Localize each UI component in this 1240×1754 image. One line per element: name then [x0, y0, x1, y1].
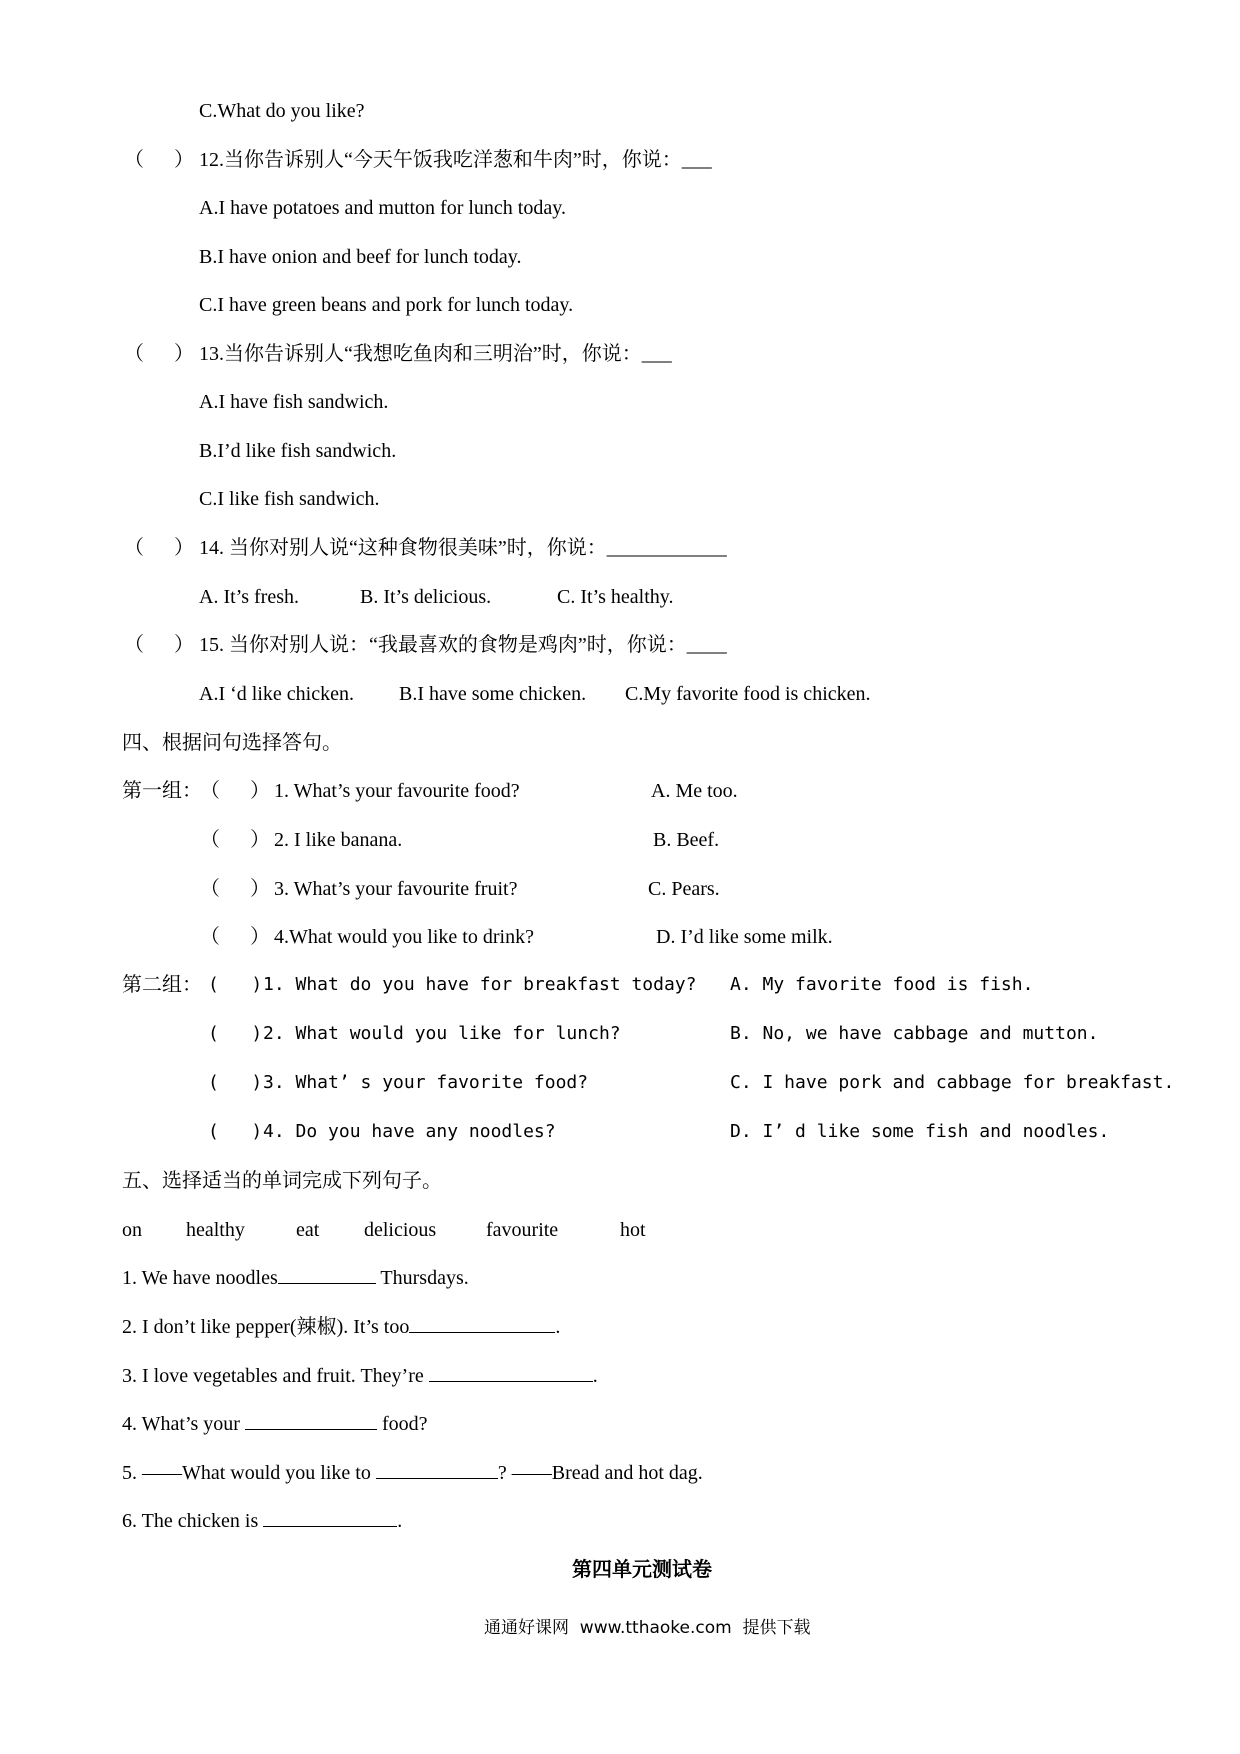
- fill-blank-5[interactable]: [376, 1477, 498, 1479]
- group-2-row-3-answer: C. I have pork and cabbage for breakfast.: [730, 1072, 1175, 1093]
- group-1-row-3-question: 3. What’s your favourite fruit?: [274, 878, 518, 900]
- fill-sentence-3-end: .: [592, 1365, 598, 1387]
- q15-option-c: C.My favorite food is chicken.: [625, 683, 871, 705]
- fill-sentence-5: [122, 1463, 703, 1483]
- group-2-row-4-paren: ( ): [208, 1121, 263, 1142]
- group-1-row-4-question: 4.What would you like to drink?: [274, 926, 534, 948]
- word-bank-word: eat: [296, 1219, 320, 1241]
- word-bank-word: healthy: [186, 1219, 245, 1241]
- q15-answer-paren: （ ）: [124, 634, 194, 656]
- q13-option-c: C.I like fish sandwich.: [199, 488, 380, 510]
- fill-sentence-2-end: .: [555, 1316, 561, 1338]
- fill-sentence-2: [122, 1317, 560, 1337]
- group-2-row-2-question: 2. What would you like for lunch?: [263, 1023, 621, 1044]
- fill-sentence-3: [122, 1366, 598, 1386]
- q13-stem: 13.当你告诉别人“我想吃鱼肉和三明治”时，你说：___: [199, 343, 672, 365]
- fill-blank-3[interactable]: [429, 1380, 593, 1382]
- word-bank-word: hot: [620, 1219, 646, 1241]
- group-2-label: 第二组：: [122, 974, 202, 996]
- group-2-row-1-answer: A. My favorite food is fish.: [730, 974, 1034, 995]
- group-1-label: 第一组：: [122, 780, 202, 802]
- q13-option-a: A.I have fish sandwich.: [199, 391, 389, 413]
- q15-option-b: B.I have some chicken.: [399, 683, 587, 705]
- group-2-row-1-question: 1. What do you have for breakfast today?: [263, 974, 697, 995]
- group-2-row-3-question: 3. What’ s your favorite food?: [263, 1072, 589, 1093]
- group-2-row-1-paren: ( ): [208, 974, 263, 995]
- q14-option-b: B. It’s delicious.: [360, 586, 492, 608]
- group-1-row-1-answer: A. Me too.: [651, 780, 738, 802]
- group-1-row-2-question: 2. I like banana.: [274, 829, 403, 851]
- fill-sentence-6-end: .: [397, 1510, 403, 1532]
- footer-download-note: 通通好课网 www.tthaoke.com 提供下载: [484, 1618, 811, 1638]
- q15-stem: 15. 当你对别人说：“我最喜欢的食物是鸡肉”时，你说：____: [199, 634, 727, 656]
- word-bank-word: delicious: [364, 1219, 437, 1241]
- fill-sentence-1: [122, 1268, 469, 1288]
- fill-sentence-6: [122, 1511, 402, 1531]
- group-1-row-1-question: 1. What’s your favourite food?: [274, 780, 520, 802]
- group-1-row-2-answer: B. Beef.: [653, 829, 720, 851]
- fill-sentence-6-start: 6. The chicken is: [122, 1510, 264, 1532]
- group-1-row-3-answer: C. Pears.: [648, 878, 720, 900]
- q12-option-b: B.I have onion and beef for lunch today.: [199, 246, 522, 268]
- group-1-row-1-paren: （ ）: [200, 780, 270, 802]
- fill-blank-6[interactable]: [263, 1525, 397, 1527]
- q15-option-a: A.I ‘d like chicken.: [199, 683, 354, 705]
- q14-answer-paren: （ ）: [124, 537, 194, 559]
- group-1-row-4-paren: （ ）: [200, 926, 270, 948]
- fill-blank-4[interactable]: [245, 1428, 377, 1430]
- group-2-row-4-answer: D. I’ d like some fish and noodles.: [730, 1121, 1110, 1142]
- group-2-row-4-question: 4. Do you have any noodles?: [263, 1121, 556, 1142]
- group-1-row-2-paren: （ ）: [200, 829, 270, 851]
- q12-option-a: A.I have potatoes and mutton for lunch today.: [199, 197, 566, 219]
- group-2-row-2-paren: ( ): [208, 1023, 263, 1044]
- word-bank-word: favourite: [486, 1219, 559, 1241]
- q14-option-a: A. It’s fresh.: [199, 586, 299, 608]
- q13-answer-paren: （ ）: [124, 343, 194, 365]
- group-1-row-4-answer: D. I’d like some milk.: [656, 926, 833, 948]
- fill-blank-1[interactable]: [278, 1282, 376, 1284]
- word-bank-word: on: [122, 1219, 142, 1241]
- fill-sentence-5-start: 5. ——What would you like to: [122, 1462, 376, 1484]
- q14-option-c: C. It’s healthy.: [557, 586, 674, 608]
- group-2-row-2-answer: B. No, we have cabbage and mutton.: [730, 1023, 1099, 1044]
- fill-sentence-4: [122, 1414, 428, 1434]
- section-4-heading: 四、根据问句选择答句。: [122, 732, 342, 754]
- group-1-row-3-paren: （ ）: [200, 878, 270, 900]
- group-2-row-3-paren: ( ): [208, 1072, 263, 1093]
- q13-option-b: B.I’d like fish sandwich.: [199, 440, 397, 462]
- fill-sentence-1-start: 1. We have noodles: [122, 1267, 278, 1289]
- fill-sentence-5-end: ? ——Bread and hot dag.: [497, 1462, 703, 1484]
- fill-sentence-2-start: 2. I don’t like pepper(辣椒). It’s too: [122, 1316, 410, 1338]
- q12-answer-paren: （ ）: [124, 149, 194, 171]
- fill-sentence-3-start: 3. I love vegetables and fruit. They’re: [122, 1365, 429, 1387]
- unit-test-title: 第四单元测试卷: [572, 1559, 712, 1581]
- q12-stem: 12.当你告诉别人“今天午饭我吃洋葱和牛肉”时，你说：___: [199, 149, 712, 171]
- fill-blank-2[interactable]: [409, 1331, 555, 1333]
- fill-sentence-4-start: 4. What’s your: [122, 1413, 245, 1435]
- fill-sentence-1-end: Thursdays.: [375, 1267, 469, 1289]
- q12-option-c: C.I have green beans and pork for lunch today.: [199, 294, 574, 316]
- q14-stem: 14. 当你对别人说“这种食物很美味”时，你说：____________: [199, 537, 727, 559]
- q11-option-c: C.What do you like?: [199, 100, 365, 122]
- section-5-heading: 五、选择适当的单词完成下列句子。: [122, 1170, 442, 1192]
- fill-sentence-4-end: food?: [376, 1413, 428, 1435]
